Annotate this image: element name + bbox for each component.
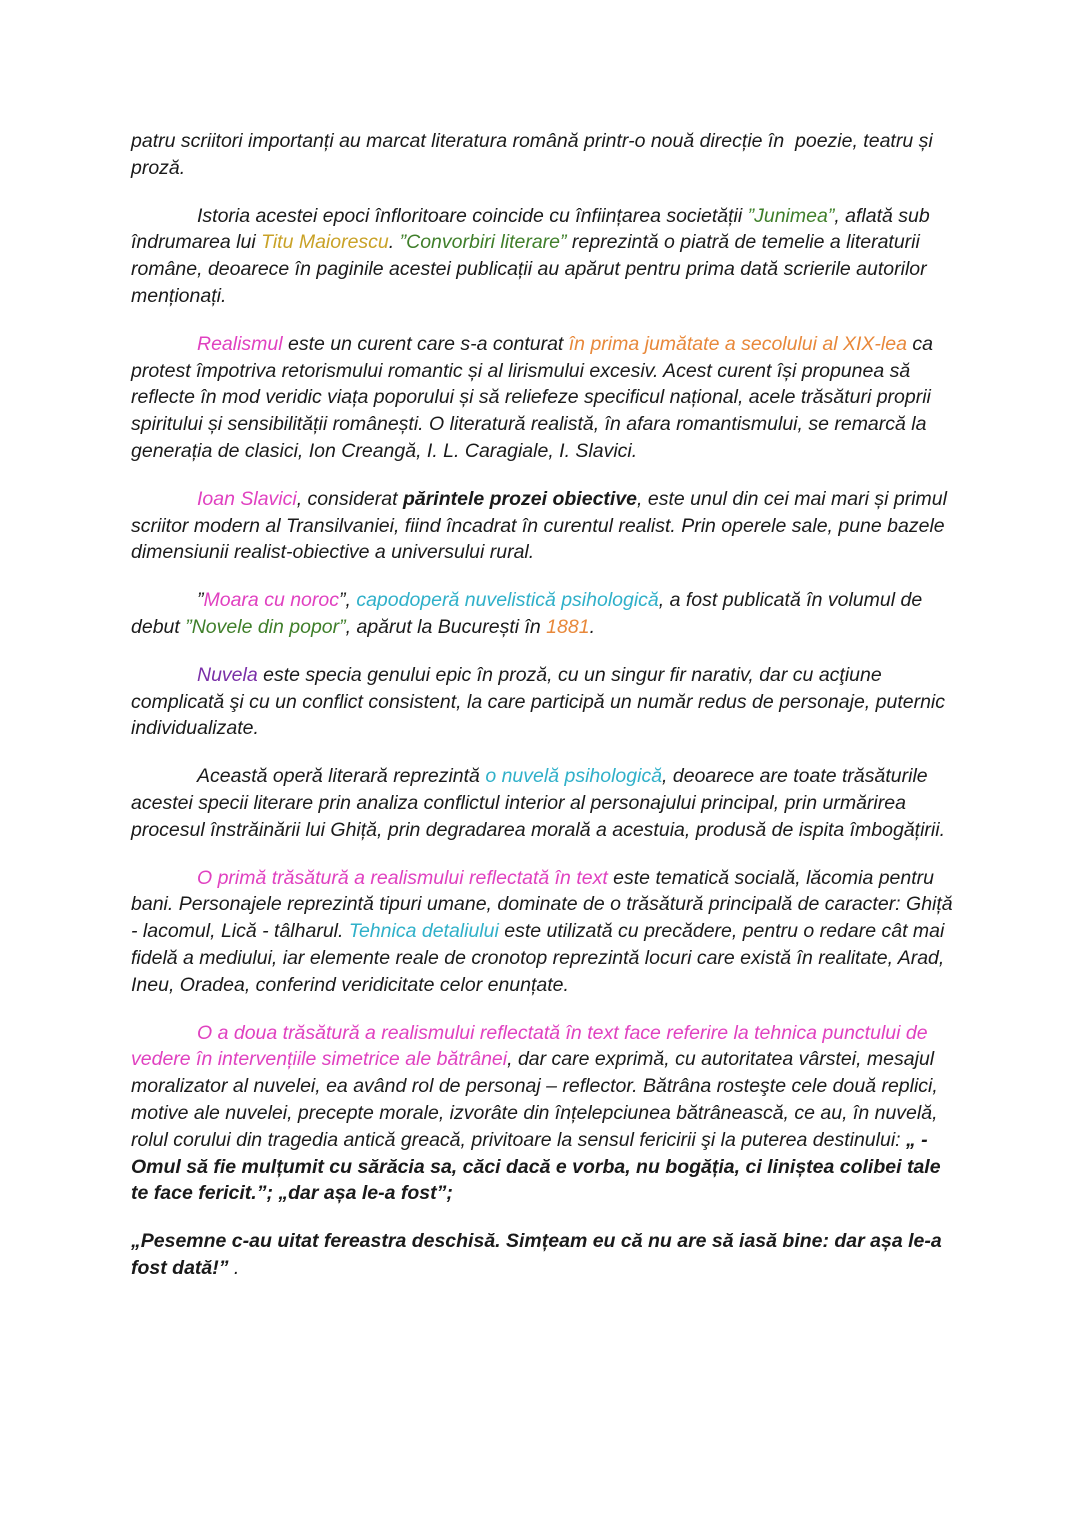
highlighted-text: în prima jumătate a secolului al XIX-lea [568, 332, 907, 355]
highlighted-text: ”Convorbiri literare” [399, 231, 567, 254]
highlighted-text: Titu Maiorescu [261, 231, 389, 254]
paragraph-5 [131, 587, 961, 641]
highlighted-text: Ioan Slavici [197, 487, 297, 510]
text-run: , dar care exprimă, cu autoritatea vârstei, mesajul moralizator al nuvelei, ea având rol de personaj – reflector. Bătrâna rosteşte cele două replici, motive ale nuvelei, precepte morale, izvorâte din înțelepciunea bătrânească, ce au, în nuvelă, rolul corului din tragedia antică greacă, privitoare la sensul fericirii şi la puterea destinului: [131, 1048, 944, 1151]
text-run: patru scriitori importanți au marcat literatura română printr-o nouă direcție în poezie, teatru și proză. [131, 130, 939, 179]
text-run: . [388, 231, 400, 254]
highlighted-text: 1881 [546, 615, 590, 638]
paragraph-7 [131, 763, 961, 843]
highlighted-text: o nuvelă psihologică [485, 765, 663, 788]
text-run: , apărut la București în [345, 615, 547, 638]
text-run: Istoria acestei epoci înfloritoare coincide cu înființarea societății [197, 204, 748, 227]
text-run: este utilizată cu precădere, pentru o redare cât mai fidelă a mediului, iar elemente reale de cronotop reprezintă locuri care există în realitate, Arad, Ineu, Oradea, conferind veridicitate celor enunțate. [131, 920, 950, 996]
text-run: , este unul din cei mai mari și primul scriitor modern al Transilvaniei, fiind încadrat în curentul realist. Prin operele sale, pune bazele dimensiunii realist-obiective a universului rural. [131, 487, 953, 564]
highlighted-text: Tehnica detaliului [348, 920, 499, 943]
paragraph-10 [131, 1228, 961, 1282]
paragraph-1 [131, 128, 961, 182]
highlighted-text: capodoperă nuvelistică psihologică [356, 589, 659, 612]
text-run: , deoarece are toate trăsăturile acestei specii literare prin analiza conflictul interior al personajului principal, prin urmărirea procesul înstrăinării lui Ghiță, prin degradarea morală a acestuia, produsă de ispita îmbogățirii. [131, 765, 946, 841]
highlighted-text: O primă trăsătură a realismului reflectată în text [197, 866, 608, 889]
paragraph-4 [131, 486, 961, 566]
text-run: ca protest împotriva retorismului romantic și al lirismului excesiv. Acest curent își propunea să reflecte în mod veridic viața poporului și să reliefeze specificul național, acele trăsături proprii spiritului și sensibilității românești. O literatură realistă, în afara romantismului, se remarcă la generația de clasici, Ion Creangă, I. L. Caragiale, I. Slavici. [131, 332, 939, 462]
text-run: ” [197, 589, 204, 612]
text-run: este tematică socială, lăcomia pentru bani. Personajele reprezintă tipuri umane, dominate de o trăsătură principală de caracter: Ghiță - lacomul, Lică - tâlharul. [131, 866, 959, 943]
highlighted-text: Realismul [197, 332, 283, 355]
highlighted-text: Moara cu noroc [203, 589, 339, 612]
text-run: . [228, 1256, 240, 1279]
text-run: ”, [338, 589, 357, 612]
paragraph-8 [131, 865, 961, 999]
paragraph-9 [131, 1020, 961, 1208]
paragraph-6 [131, 662, 961, 742]
paragraph-3 [131, 331, 961, 465]
paragraph-2 [131, 203, 961, 310]
text-run: , considerat [296, 487, 403, 510]
highlighted-text: ”Novele din popor” [185, 615, 346, 638]
highlighted-text: O a doua trăsătură a realismului reflectată în text face referire la tehnica punctului de vedere în intervențiile simetrice ale bătrânei [131, 1021, 933, 1071]
highlighted-text: ”Junimea” [747, 204, 835, 227]
text-run: . [589, 615, 595, 638]
bold-text: „ - Omul să fie mulțumit cu sărăcia sa, căci dacă e vorba, nu bogăția, ci liniștea colibei tale te face fericit.”; „dar așa le-a fost”; [131, 1128, 946, 1205]
text-run: Această operă literară reprezintă [197, 765, 486, 788]
text-run: este un curent care s-a conturat [282, 332, 569, 355]
highlighted-text: Nuvela [197, 663, 258, 686]
bold-text: părintele prozei obiective [402, 487, 638, 510]
text-run: , a fost publicată în volumul de debut [131, 589, 928, 638]
text-run: , aflată sub îndrumarea lui [131, 204, 936, 254]
text-run: reprezintă o piatră de temelie a literaturii române, deoarece în paginile acestei publicații au apărut pentru prima dată scrierile autorilor menționați. [131, 231, 938, 307]
text-run: este specia genului epic în proză, cu un singur fir narativ, dar cu acţiune complicată şi cu un conflict consistent, la care participă un număr redus de personaje, puternic individualizate. [131, 663, 951, 740]
bold-text: „Pesemne c-au uitat fereastra deschisă. Simțeam eu că nu are să iasă bine: dar așa le-a fost dată!” [131, 1230, 948, 1279]
document-body [131, 128, 961, 1303]
